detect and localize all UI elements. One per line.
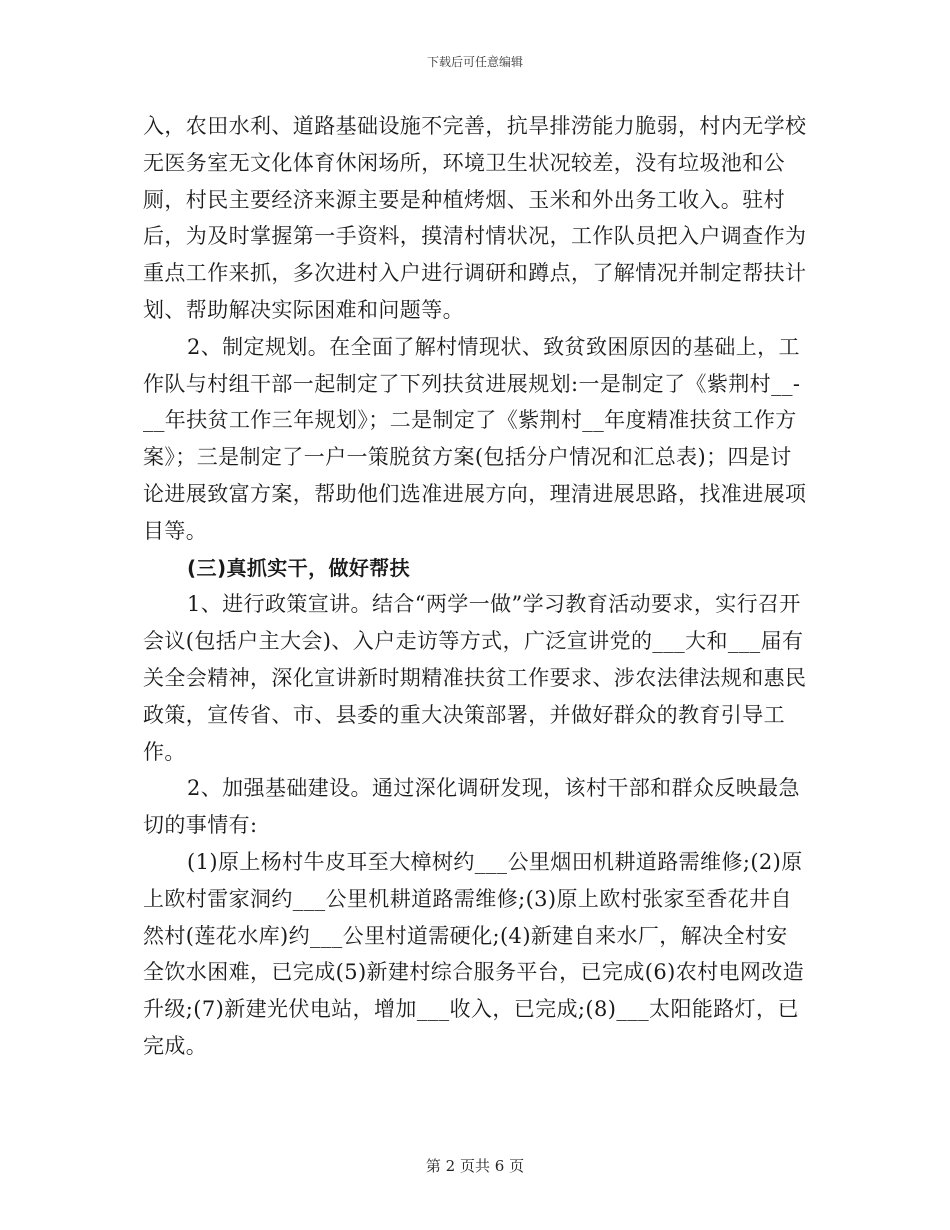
section-heading: (三)真抓实干，做好帮扶 xyxy=(187,555,411,580)
paragraph: (1)原上杨村牛皮耳至大樟树约___公里烟田机耕道路需维修;(2)原上欧村雷家洞约___公里机耕道路需维修;(3)原上欧村张家至香花井自然村(莲花水库)约___公里村道需硬化;(4)新建自来水厂，解决全村安全饮水困难，已完成(5)新建村综合服务平台，已完成(6)农村电网改造升级;(7)新建光伏电站，增加___收入，已完成;(8)___太阳能路灯，已完成。 xyxy=(143,849,805,1058)
paragraph: 入，农田水利、道路基础设施不完善，抗旱排涝能力脆弱，村内无学校无医务室无文化体育休闲场所，环境卫生状况较差，没有垃圾池和公厕，村民主要经济来源主要是种植烤烟、玉米和外出务工收入。驻村后，为及时掌握第一手资料，摸清村情状况，工作队员把入户调查作为重点工作来抓，多次进村入户进行调研和蹲点，了解情况并制定帮扶计划、帮助解决实际困难和问题等。 xyxy=(143,114,807,322)
page-footer: 第 2 页共 6 页 xyxy=(425,1157,525,1175)
page-header: 下载后可任意编辑 xyxy=(426,55,523,69)
paragraph: 2、加强基础建设。通过深化调研发现，该村干部和群众反映最急切的事情有: xyxy=(143,776,800,838)
paragraph: 2、制定规划。在全面了解村情现状、致贫致困原因的基础上，工作队与村组干部一起制定了下列扶贫进展规划:一是制定了《紫荆村__-__年扶贫工作三年规划》；二是制定了《紫荆村__年度精准扶贫工作方案》；三是制定了一户一策脱贫方案(包括分户情况和汇总表)；四是讨论进展致富方案，帮助他们选准进展方向，理清进展思路，找准进展项目等。 xyxy=(143,334,807,543)
document-body xyxy=(143,108,807,1065)
paragraph: 1、进行政策宣讲。结合“两学一做”学习教育活动要求，实行召开会议(包括户主大会)、入户走访等方式，广泛宣讲党的___大和___届有关全会精神，深化宣讲新时期精准扶贫工作要求、涉农法律法规和惠民政策，宣传省、市、县委的重大决策部署，并做好群众的教育引导工作。 xyxy=(143,592,807,764)
